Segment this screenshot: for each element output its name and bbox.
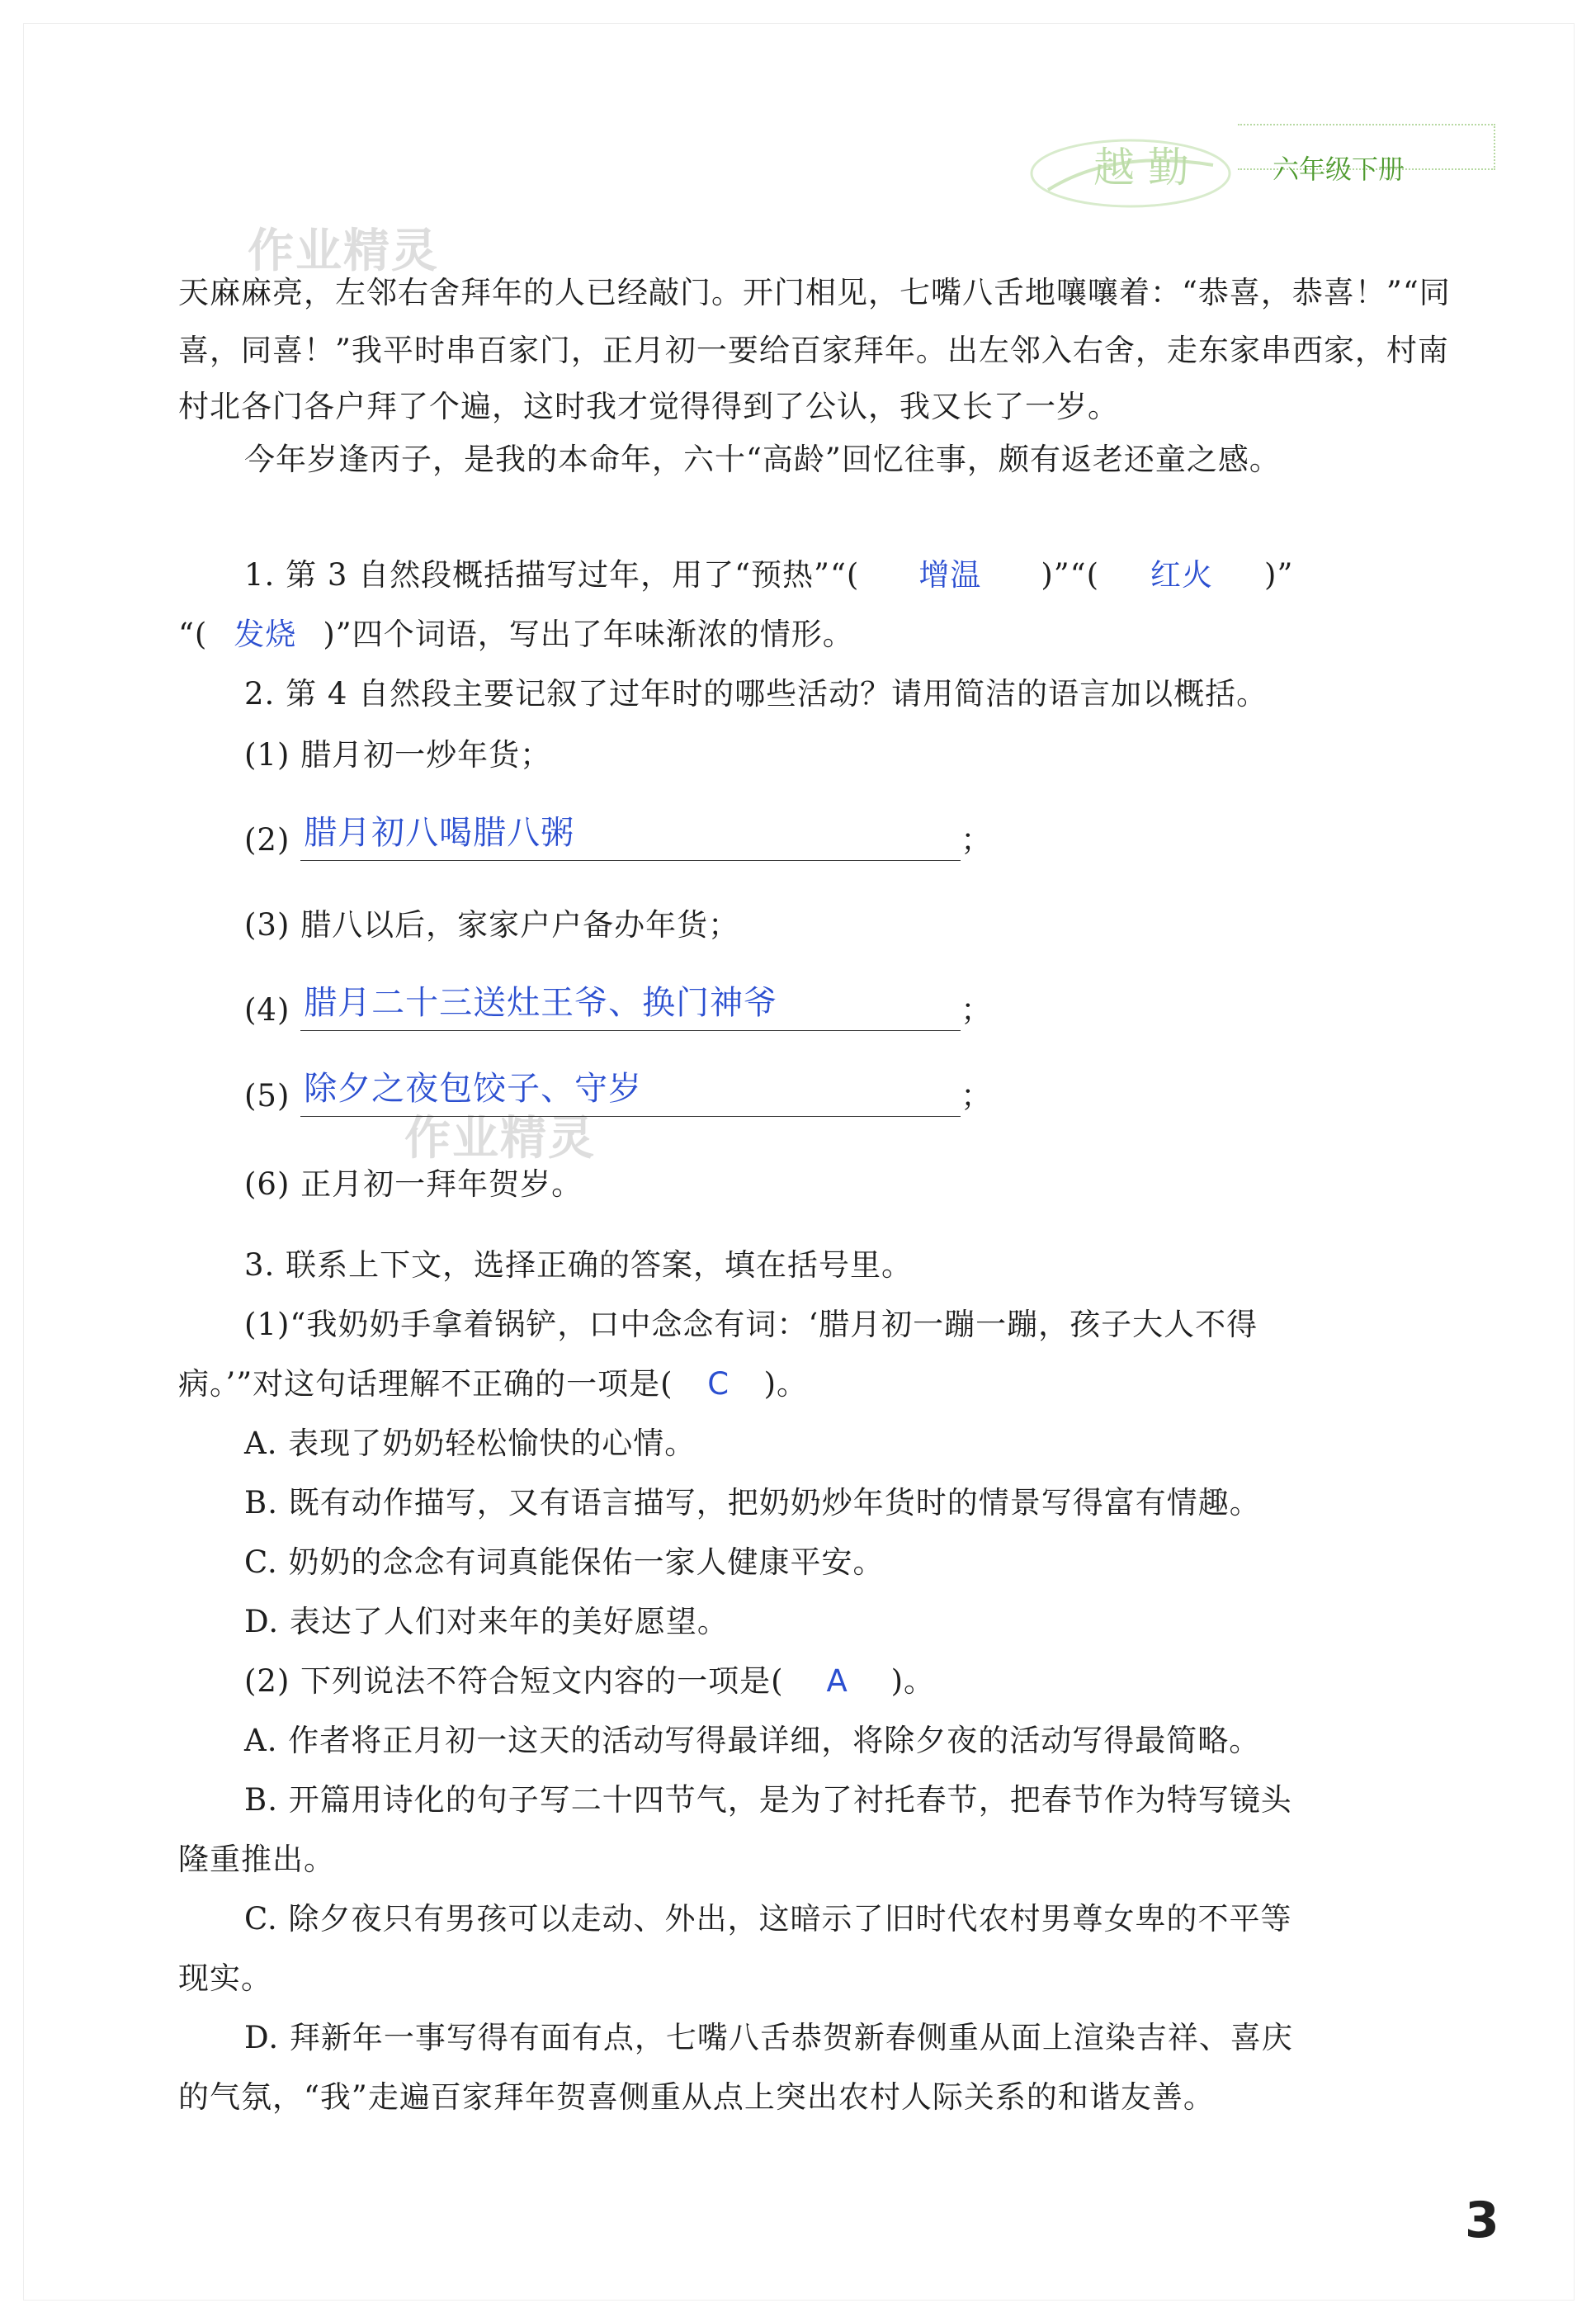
passage-line: 喜，同喜！”我平时串百家门，正月初一要给百家拜年。出左邻入右舍，走东家串西家，村南 [178, 333, 1449, 368]
q2-item [244, 905, 739, 946]
passage-line: 村北各门各户拜了个遍，这时我才觉得得到了公认，我又长了一岁。 [178, 389, 1119, 424]
q1-text: “( [178, 617, 208, 652]
option: B. 既有动作描写，又有语言描写，把奶奶炒年货时的情景写得富有情趣。 [244, 1485, 1261, 1520]
q2-prompt: 2. 第 4 自然段主要记叙了过年时的哪些活动？请用简洁的语言加以概括。 [244, 676, 1268, 712]
option-cont: 现实。 [178, 1960, 272, 1996]
q3-prompt: 3. 联系上下文，选择正确的答案，填在括号里。 [244, 1247, 914, 1283]
q2-item-text: 腊八以后，家家户户备办年货； [300, 907, 740, 943]
q1-line2 [178, 614, 854, 655]
watermark: 作业精灵 [248, 225, 439, 278]
q2-item-end: ； [961, 822, 993, 858]
q3-sub2-answer[interactable]: A [826, 1663, 848, 1699]
svg-text:越 勤: 越 勤 [1093, 144, 1189, 192]
book-title: 六年级下册 [1273, 154, 1405, 185]
option: D. 表达了人们对来年的美好愿望。 [244, 1604, 729, 1639]
q2-item-text: 腊月初一炒年货； [300, 737, 552, 773]
q2-item-end: ； [961, 1078, 993, 1114]
q2-answer: 腊月初八喝腊八粥 [304, 814, 575, 852]
q3-text: 病。’”对这句话理解不正确的一项是( [178, 1366, 673, 1402]
q2-answer: 腊月二十三送灶王爷、换门神爷 [304, 984, 778, 1022]
q1-answer-1[interactable]: 增温 [918, 557, 982, 593]
q2-item-num: (1) [244, 737, 290, 773]
q2-item-num: (4) [244, 992, 290, 1028]
q2-item-end: ； [961, 992, 993, 1028]
q2-item-text: 正月初一拜年贺岁。 [300, 1166, 583, 1202]
q3-sub2-line1 [244, 1661, 935, 1702]
watermark: 作业精灵 [404, 1112, 596, 1166]
answer-blank[interactable] [300, 1070, 961, 1117]
option-cont: 隆重推出。 [178, 1842, 335, 1877]
q1-answer-2[interactable]: 红火 [1150, 557, 1214, 593]
page-number: 3 [1465, 2192, 1499, 2249]
option: B. 开篇用诗化的句子写二十四节气，是为了衬托春节，把春节作为特写镜头 [244, 1782, 1292, 1818]
q2-item-num: (2) [244, 822, 290, 858]
q2-item [244, 1164, 583, 1205]
q1-text: )”四个词语，写出了年味渐浓的情形。 [323, 617, 854, 652]
q2-item-num: (5) [244, 1078, 290, 1114]
option: C. 除夕夜只有男孩可以走动、外出，这暗示了旧时代农村男尊女卑的不平等 [244, 1901, 1292, 1937]
q3-text: (2) 下列说法不符合短文内容的一项是( [244, 1663, 784, 1699]
answer-blank[interactable] [300, 984, 961, 1031]
q2-answer: 除夕之夜包饺子、守岁 [304, 1070, 643, 1108]
option-cont: 的气氛，“我”走遍百家拜年贺喜侧重从点上突出农村人际关系的和谐友善。 [178, 2079, 1215, 2115]
header-logo-icon [1015, 116, 1246, 231]
q3-sub1-line1: (1)“我奶奶手拿着锅铲，口中念念有词：‘腊月初一蹦一蹦，孩子大人不得 [244, 1307, 1258, 1342]
q1-text: )” [1264, 557, 1294, 593]
option: A. 表现了奶奶轻松愉快的心情。 [244, 1426, 696, 1461]
q2-item [244, 735, 551, 776]
q2-item-num: (3) [244, 907, 290, 943]
passage-line: 今年岁逢丙子，是我的本命年，六十“高龄”回忆往事，颇有返老还童之感。 [244, 442, 1281, 477]
q2-item-num: (6) [244, 1166, 290, 1202]
q1-text: 1. 第 3 自然段概括描写过年，用了“预热”“( [244, 557, 860, 593]
q1-line1 [244, 555, 1293, 596]
passage-line: 天麻麻亮，左邻右舍拜年的人已经敲门。开门相见，七嘴八舌地嚷嚷着：“恭喜，恭喜！”“同 [178, 275, 1451, 310]
q3-sub1-line2 [178, 1364, 808, 1405]
q2-item [244, 1070, 993, 1117]
answer-blank[interactable] [300, 814, 961, 861]
option: D. 拜新年一事写得有面有点，七嘴八舌恭贺新春侧重从面上渲染吉祥、喜庆 [244, 2020, 1293, 2055]
q2-item [244, 814, 993, 861]
q1-answer-3[interactable]: 发烧 [234, 617, 297, 652]
q2-item [244, 984, 993, 1031]
option: A. 作者将正月初一这天的活动写得最详细，将除夕夜的活动写得最简略。 [244, 1723, 1261, 1758]
q3-sub1-answer[interactable]: C [707, 1366, 730, 1402]
q3-text: )。 [763, 1366, 809, 1402]
q1-text: )”“( [1041, 557, 1100, 593]
q3-text: )。 [890, 1663, 936, 1699]
option: C. 奶奶的念念有词真能保佑一家人健康平安。 [244, 1544, 885, 1580]
